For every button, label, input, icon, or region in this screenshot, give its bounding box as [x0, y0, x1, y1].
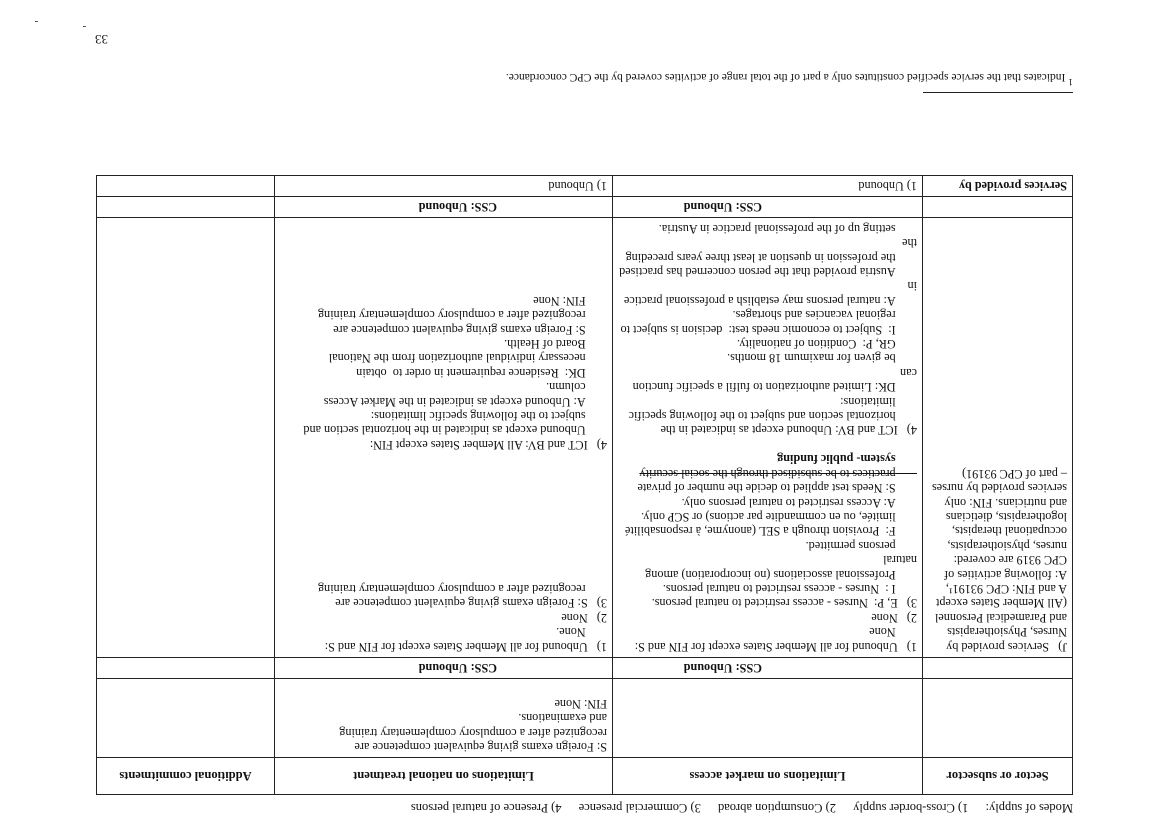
text-line: necessary individual authorization from the National [328, 351, 607, 366]
text-line: horizontal section and subject to the following specific [628, 409, 917, 424]
text-line [280, 481, 607, 495]
text-line: A: Access restricted to natural persons only. [681, 495, 917, 510]
row5-additional-cell [97, 175, 275, 196]
text-line: recognized after a compulsory complementary training [317, 581, 607, 596]
header-national-treatment: Limitations on national treatment [275, 758, 613, 795]
page-number: 33 [95, 32, 108, 47]
text-line: 1) Unbound for all Member States except for FIN and S: [634, 639, 917, 654]
text-line: services provided by nurses [931, 481, 1067, 496]
text-line: Board of Health. [504, 337, 607, 352]
text-line: persons permitted. [805, 538, 917, 553]
scan-speck [83, 26, 86, 27]
text-line: I : Nurses - access restricted to natural persons. [662, 581, 917, 596]
row2-market-cell: CSS: Unbound [613, 657, 923, 678]
text-line: DK: Residence requirement in order to obtain [356, 365, 607, 380]
footnote [506, 71, 1073, 87]
text-line [280, 524, 607, 538]
text-line: FIN: None [533, 293, 607, 308]
text-line: 4) ICT and BV: All Member States except FIN: [369, 437, 607, 452]
text-line: 1) Unbound for all Member States except for FIN and S: [324, 639, 607, 654]
modes-label: Modes of supply: [985, 801, 1073, 815]
text-line: – part of CPC 93191) [962, 466, 1067, 481]
row5-national-cell: 1) Unbound [275, 175, 613, 196]
text-line [280, 452, 607, 466]
footnote-divider [923, 92, 1073, 93]
text-line: limitée, ou en commandite par actions) or SCP only. [641, 509, 917, 524]
header-market-access: Limitations on market access [613, 758, 923, 795]
text-line: nurses, physiotherapists, [947, 538, 1067, 553]
text-line: GR, P: Condition of nationality. [737, 337, 917, 352]
row3-additional-cell [97, 218, 275, 657]
row1-additional-cell [97, 679, 275, 758]
table-row [97, 679, 1073, 758]
text-line: and nutricians. FIN: only [944, 495, 1067, 510]
text-line: (All Member States except [936, 596, 1067, 611]
scan-speck [35, 21, 38, 22]
text-line [280, 567, 607, 581]
text-line: I: Subject to economic needs test: decision is subject to [620, 322, 917, 337]
text-line: Professional associations (no incorporation) among natural [642, 553, 917, 582]
text-line: the profession in question at least three years preceding the [622, 236, 917, 265]
text-line: be given for maximum 18 months. [727, 351, 917, 366]
table-row [97, 657, 1073, 678]
row4-national-cell: CSS: Unbound [275, 197, 613, 218]
row2-additional-cell [97, 657, 275, 678]
text-line: F: Provision through a SEL (anonyme, à responsabilité [624, 524, 917, 539]
text-line: J) Services provided by [946, 639, 1067, 654]
text-line [280, 510, 607, 524]
text-line: FIN: None [554, 696, 607, 711]
row3-market-cell [613, 218, 923, 657]
text-line: recognized after a compulsory complementary training [317, 308, 607, 323]
row4-market-cell: CSS: Unbound [613, 197, 923, 218]
text-line: logotherapists, dieticians [945, 509, 1067, 524]
text-line: A: natural persons may establish a professional practice in [620, 279, 917, 308]
row4-sector-cell [923, 197, 1073, 218]
header-additional-commitments: Additional commitments [97, 758, 275, 795]
text-line: column. [546, 380, 607, 395]
mode-commercial-presence: 3) Commercial presence [578, 801, 701, 815]
text-line: DK: Limited authorization to fulfil a specific function can [629, 365, 917, 395]
row3-national-cell [275, 218, 613, 657]
text-line: system- public funding [777, 452, 917, 467]
text-line: S: Foreign exams giving equivalent competence are [333, 322, 607, 337]
text-line: None. [556, 625, 607, 640]
mode-natural-persons: 4) Presence of natural persons [410, 801, 562, 815]
schedule-table [96, 175, 1073, 795]
row1-market-cell [613, 679, 923, 758]
text-line: setting up of the professional practice in Austria. [658, 221, 917, 236]
text-line [280, 538, 607, 552]
row5-sector-cell: Services provided by [923, 175, 1073, 196]
text-line: regional vacancies and shortages. [732, 308, 917, 323]
text-line: subject to the following specific limitations: [370, 409, 607, 424]
text-line: and Paramedical Personnel [935, 610, 1067, 625]
text-line: Nurses, Physiotherapists [947, 625, 1067, 640]
text-line [280, 466, 607, 480]
text-line: A: Unbound except as indicated in the Market Access [323, 394, 607, 409]
table-row [97, 197, 1073, 218]
modes-of-supply [83, 800, 1073, 815]
text-line: Unbound except as indicated in the horizontal section and [303, 423, 607, 438]
row4-additional-cell [97, 197, 275, 218]
text-line: 2) None [871, 610, 917, 625]
text-line: CPC 9319 are covered: [953, 553, 1067, 568]
text-line [280, 495, 607, 509]
text-line: Austria provided that the person concerned has practised [619, 265, 917, 280]
text-line: 3) E, P: Nurses - access restricted to natural persons. [651, 596, 917, 611]
footnote-marker: 1 [1068, 76, 1073, 87]
text-line: 4) ICT and BV: Unbound except as indicated in the [660, 423, 917, 438]
text-line: S: Needs test applied to decide the number of private [637, 481, 917, 496]
mode-consumption-abroad: 2) Consumption abroad [717, 801, 836, 815]
mode-cross-border: 1) Cross-border supply [853, 801, 969, 815]
row1-sector-cell [923, 679, 1073, 758]
row2-national-cell: CSS: Unbound [275, 657, 613, 678]
text-line: limitations: [840, 394, 917, 409]
table-header-row [97, 758, 1073, 795]
text-line: S: Foreign exams giving equivalent competence are [354, 740, 607, 754]
table-row [97, 175, 1073, 196]
row5-market-cell: 1) Unbound [613, 175, 923, 196]
text-line: 2) None [561, 610, 607, 625]
row2-sector-cell [923, 657, 1073, 678]
text-line: and examinations. [518, 711, 607, 726]
text-line [280, 553, 607, 567]
footnote-text: Indicates that the service specified constitutes only a part of the total range of activities covered by the CPC concordance. [505, 71, 1066, 84]
text-line: occupational therapists, [951, 524, 1067, 539]
table-row [97, 218, 1073, 657]
text-line: A: following activities of [944, 567, 1067, 582]
row3-sector-cell [923, 218, 1073, 657]
text-line [618, 438, 917, 452]
header-sector: Sector or subsector [923, 758, 1073, 795]
row1-national-cell [275, 679, 613, 758]
text-line: practices to be subsidised through the social security [639, 466, 917, 481]
text-line: A and FIN: CPC 93191¹, [945, 581, 1067, 596]
text-line: recognized after a compulsory complementary training [339, 725, 607, 740]
text-line: None [869, 625, 917, 640]
text-line: 3) S: Foreign exams giving equivalent competence are [335, 596, 607, 611]
